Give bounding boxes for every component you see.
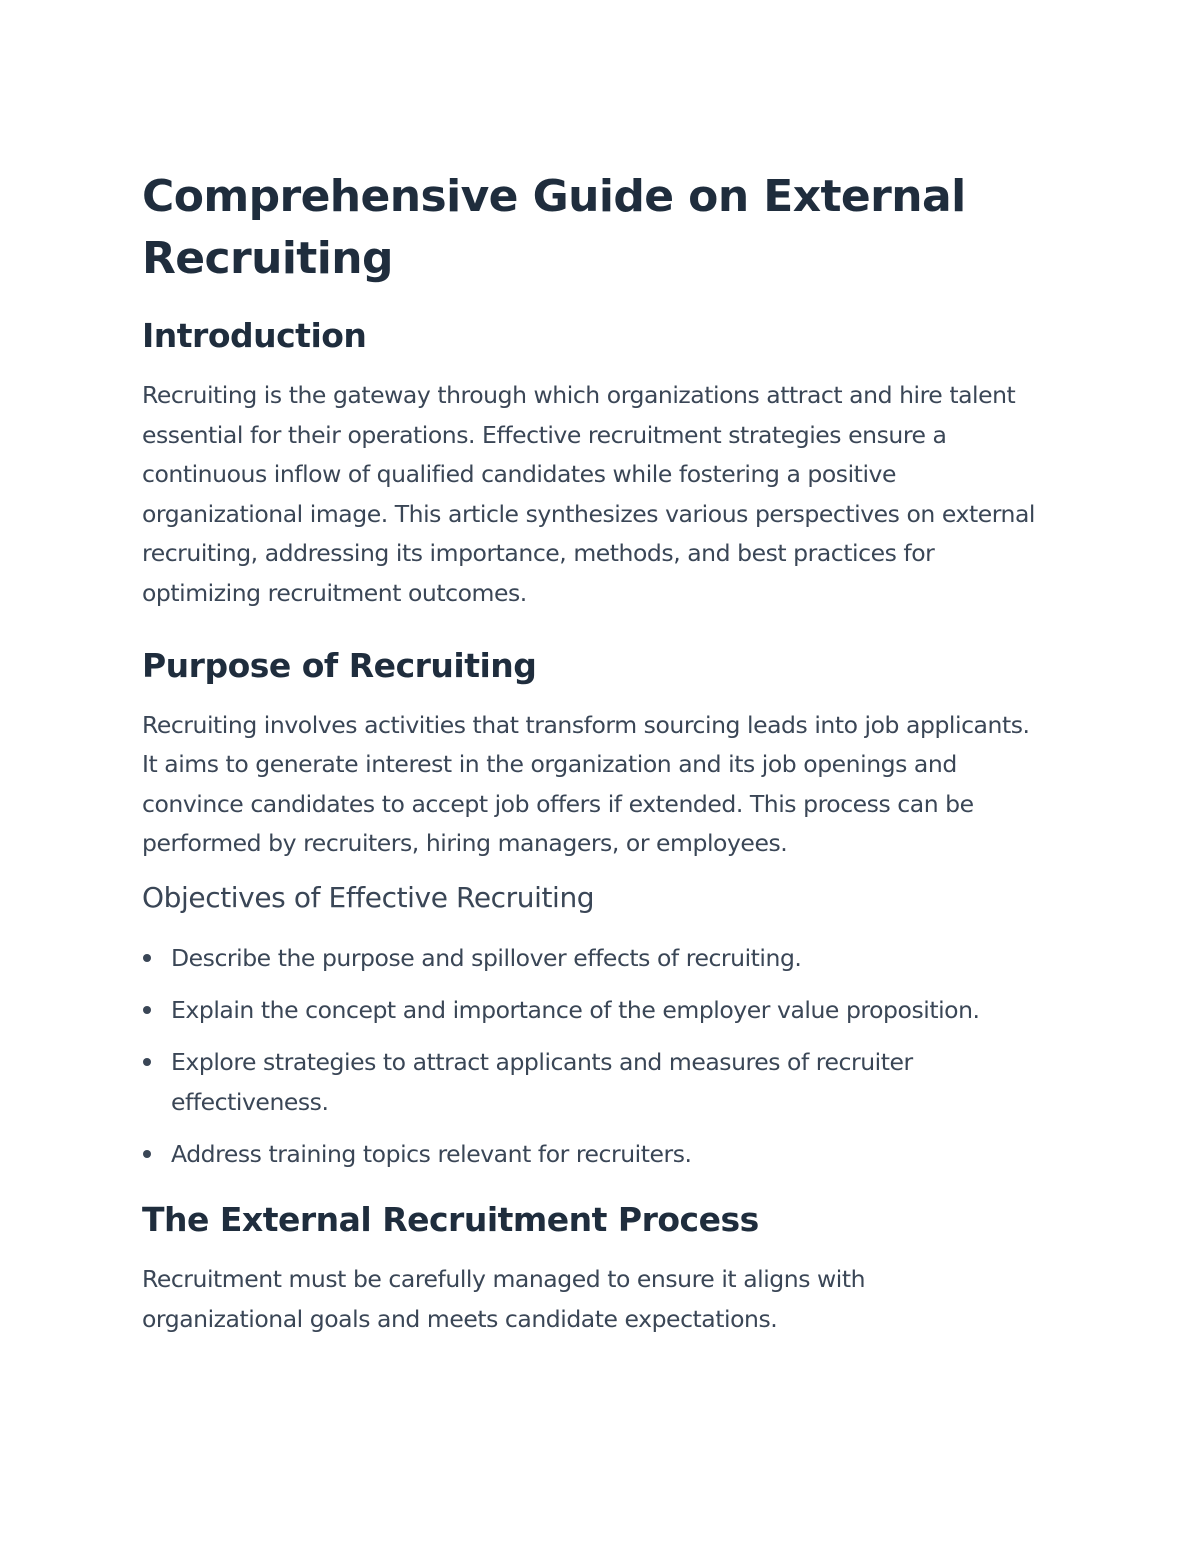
bullet-icon	[143, 1006, 151, 1014]
list-item	[142, 990, 1062, 1030]
bullet-icon	[143, 1058, 151, 1066]
list-item	[142, 1134, 1062, 1174]
list-item	[142, 938, 1062, 978]
document-title: Comprehensive Guide on External Recruiting	[142, 171, 966, 284]
process-paragraph: Recruitment must be carefully managed to ensure it aligns with organizational goals and meets candidate expectations.	[142, 1264, 866, 1333]
list-item-text: Describe the purpose and spillover effects of recruiting.	[171, 943, 802, 972]
list-item-text: Address training topics relevant for recruiters.	[171, 1139, 692, 1168]
list-item	[142, 1042, 991, 1122]
list-item-text: Explain the concept and importance of the employer value proposition.	[171, 995, 980, 1024]
bullet-icon	[143, 1150, 151, 1158]
bullet-icon	[143, 954, 151, 962]
document-page	[142, 166, 1062, 1339]
purpose-paragraph: Recruiting involves activities that transform sourcing leads into job applicants. It aims to generate interest in the organization and its job openings and convince candidates to accept job offers if extended. This process can be performed by recruiters, hiring managers, or employees.	[142, 710, 1030, 858]
list-item-text: Explore strategies to attract applicants and measures of recruiter effectiveness.	[171, 1047, 913, 1116]
process-heading: The External Recruitment Process	[142, 1199, 759, 1239]
purpose-heading: Purpose of Recruiting	[142, 645, 537, 685]
objectives-heading: Objectives of Effective Recruiting	[142, 880, 595, 914]
objectives-list	[142, 938, 1062, 1174]
introduction-paragraph: Recruiting is the gateway through which organizations attract and hire talent essential for their operations. Effective recruitment strategies ensure a continuous inflow of qualified candidates while fostering a positive organizational image. This article synthesizes various perspectives on external recruiting, addressing its importance, methods, and best practices for optimizing recruitment outcomes.	[142, 381, 1035, 607]
introduction-heading: Introduction	[142, 316, 367, 355]
